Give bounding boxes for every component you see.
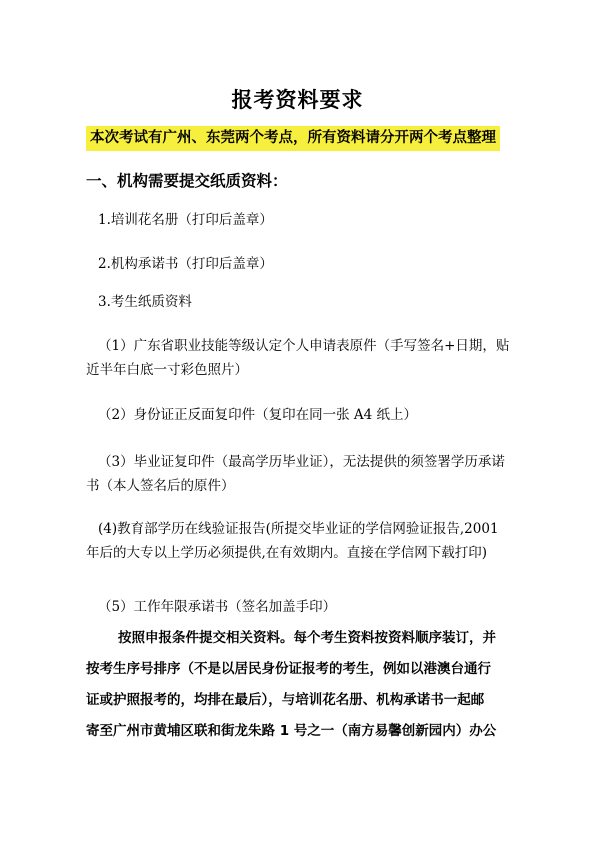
section-heading-paper-materials: 一、机构需要提交纸质资料： [86,172,288,190]
subitem-line: (4)教育部学历在线验证报告(所提交毕业证的学信网验证报告,2001 [98,521,499,537]
subitem-line: （1）广东省职业技能等级认定个人申请表原件（手写签名+日期，贴 [98,338,510,354]
paragraph-line: 寄至广州市黄埔区联和街龙朱路 1 号之一（南方易馨创新园内）办公 [86,723,497,739]
subitem-diploma-copy [86,450,506,498]
list-item-training-roster: 1.培训花名册（打印后盖章） [98,212,273,228]
subitem-line: （2）身份证正反面复印件（复印在同一张 A4 纸上） [98,407,418,423]
document-title: 报考资料要求 [231,88,364,112]
list-item-candidate-paper-materials: 3.考生纸质资料 [98,294,192,310]
paragraph-line: 证或护照报考的，均排在最后），与培训花名册、机构承诺书一起邮 [86,692,485,708]
subitem-degree-verification-report [86,517,506,565]
subitem-line: （3）毕业证复印件（最高学历毕业证），无法提供的须签署学历承诺 [98,454,505,470]
list-item-institution-commitment: 2.机构承诺书（打印后盖章） [98,256,273,272]
subitem-work-years-commitment [98,595,506,619]
closing-paragraph [86,623,506,747]
subitem-line: 近半年白底一寸彩色照片） [86,362,248,378]
subitem-line: 书（本人签名后的原件） [86,478,235,494]
subitem-line: 年后的大专以上学历必须提供,在有效期内。直接在学信网下载打印) [86,545,488,561]
paragraph-line: 按考生序号排序（不是以居民身份证报考的考生，例如以港澳台通行 [86,661,491,677]
exam-location-notice: 本次考试有广州、东莞两个考点，所有资料请分开两个考点整理 [86,126,500,151]
subitem-id-card-copy [98,403,506,427]
paragraph-line: 按照申报条件提交相关资料。每个考生资料按资料顺序装订，并 [118,630,496,646]
subitem-line: （5）工作年限承诺书（签名加盖手印） [98,599,337,615]
subitem-application-form [86,334,510,382]
